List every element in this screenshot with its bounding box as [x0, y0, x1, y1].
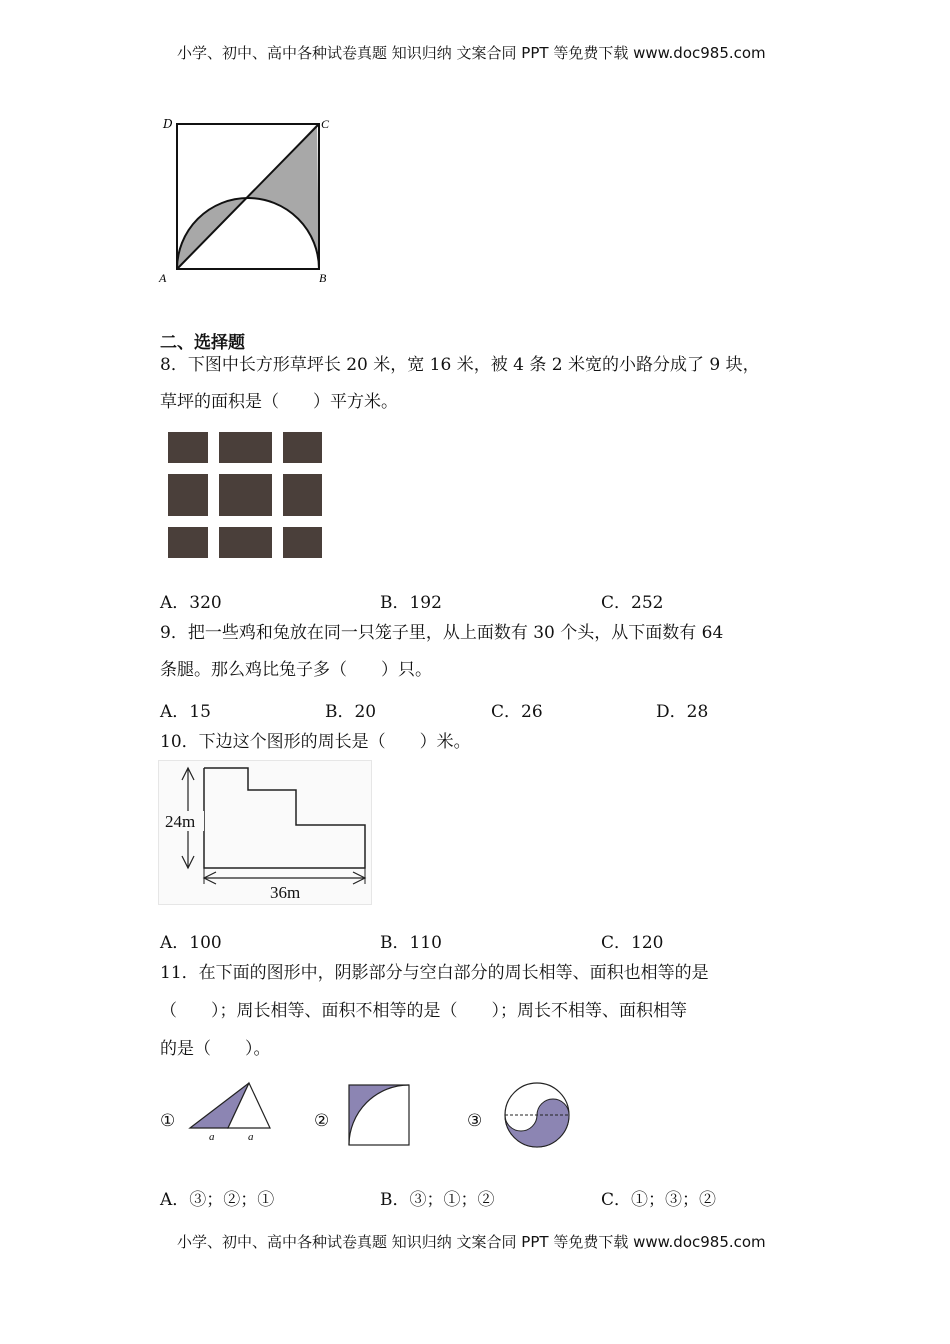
q11-text-line2: （ ）；周长相等、面积不相等的是（ ）；周长不相等、面积相等 [160, 1001, 687, 1021]
height-label: 24m [165, 812, 196, 831]
q10-option-c: C．120 [601, 933, 664, 953]
label-c: C [321, 117, 330, 131]
lawn-grid-figure [168, 432, 322, 558]
lawn-rect [168, 432, 322, 558]
section-title: 二、选择题 [160, 333, 245, 353]
square-semicircle-figure [155, 112, 340, 287]
path-vertical-2 [272, 432, 283, 558]
tri-label-a1: a [209, 1131, 215, 1142]
fig-label-3: ③ [467, 1111, 483, 1131]
width-label: 36m [270, 883, 301, 902]
label-b: B [319, 271, 327, 285]
q11-option-b: B．③；①；② [380, 1190, 495, 1210]
q9-option-a: A．15 [160, 702, 211, 722]
label-a: A [159, 271, 167, 285]
q8-option-b: B．192 [380, 593, 442, 613]
triangle-figure [186, 1080, 276, 1142]
q10-option-b: B．110 [380, 933, 442, 953]
q8-text-line2: 草坪的面积是（ ）平方米。 [160, 392, 398, 412]
q8-option-c: C．252 [601, 593, 664, 613]
q11-text-line1: 11．在下面的图形中，阴影部分与空白部分的周长相等、面积也相等的是 [160, 963, 709, 983]
q9-option-c: C．26 [491, 702, 543, 722]
fig-label-2: ② [314, 1111, 330, 1131]
label-d: D [163, 117, 173, 131]
q11-option-c: C．①；③；② [601, 1190, 717, 1210]
q9-option-b: B．20 [325, 702, 377, 722]
q11-option-a: A．③；②；① [160, 1190, 275, 1210]
path-horizontal-2 [168, 516, 322, 527]
q10-option-a: A．100 [160, 933, 222, 953]
q11-text-line3: 的是（ ）。 [160, 1039, 271, 1059]
shaded-region-right [247, 124, 319, 269]
q8-option-a: A．320 [160, 593, 222, 613]
path-horizontal-1 [168, 463, 322, 474]
figure-frame [159, 761, 372, 905]
fig-label-1: ① [160, 1111, 176, 1131]
q8-text-line1: 8．下图中长方形草坪长 20 米，宽 16 米，被 4 条 2 米宽的小路分成了 9 块， [160, 355, 760, 375]
page-header: 小学、初中、高中各种试卷真题 知识归纳 文案合同 PPT 等免费下载 www.doc985.com [177, 44, 766, 62]
page-footer: 小学、初中、高中各种试卷真题 知识归纳 文案合同 PPT 等免费下载 www.doc985.com [177, 1233, 766, 1251]
tri-label-a2: a [248, 1131, 254, 1142]
yin-yang-circle-figure [500, 1078, 574, 1152]
path-vertical-1 [208, 432, 219, 558]
q9-option-d: D．28 [656, 702, 709, 722]
staircase-figure [158, 760, 373, 906]
square-quarter-circle-figure [344, 1080, 414, 1150]
q9-text-line1: 9．把一些鸡和兔放在同一只笼子里，从上面数有 30 个头，从下面数有 64 [160, 623, 724, 643]
q10-text: 10．下边这个图形的周长是（ ）米。 [160, 732, 471, 752]
q9-text-line2: 条腿。那么鸡比兔子多（ ）只。 [160, 660, 432, 680]
